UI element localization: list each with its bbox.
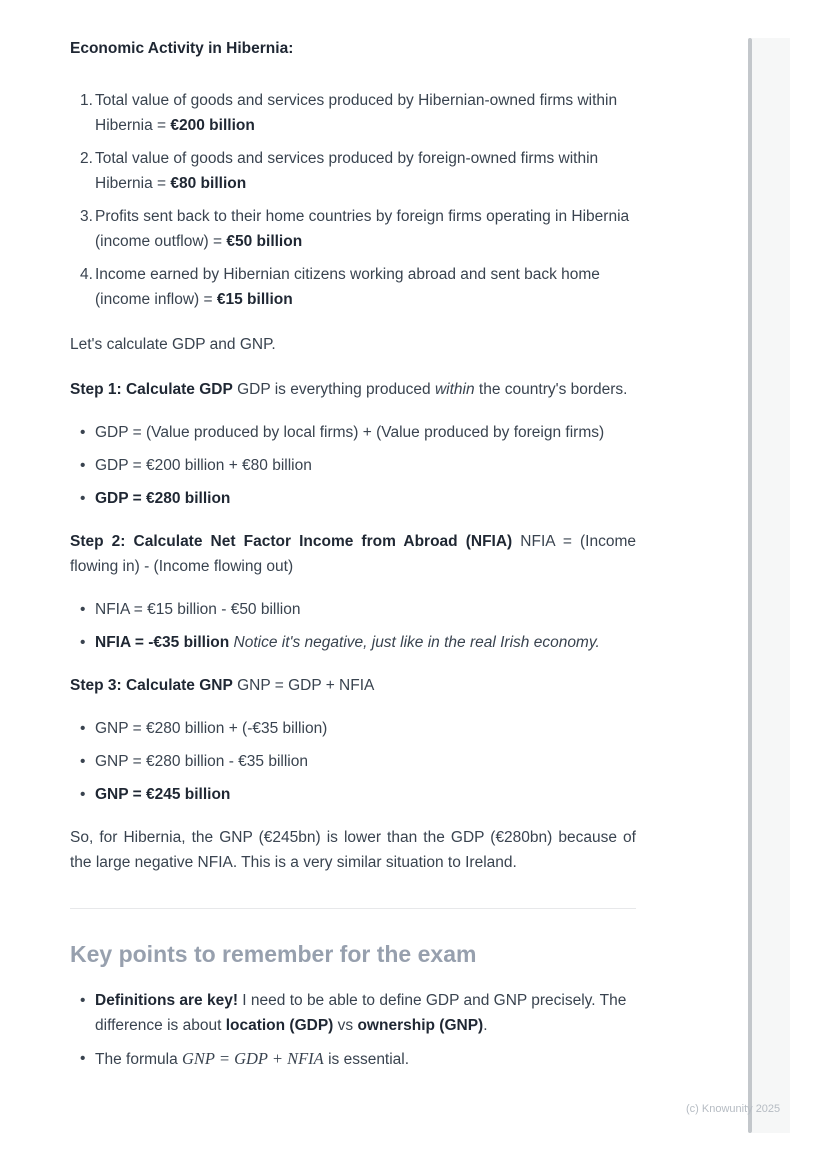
list-item-text: Income earned by Hibernian citizens working abroad and sent back home (income inflow) = €15 billion [95,266,600,308]
step2-bullet-list [70,597,636,655]
bullet-item-result: • NFIA = -€35 billion Notice it's negative, just like in the real Irish economy. [70,630,636,655]
key-points-heading: Key points to remember for the exam [70,941,477,967]
step1-label: Step 1: Calculate GDP [70,381,233,398]
scrollbar[interactable] [748,38,752,1133]
section-divider [70,908,636,909]
list-item-text: Total value of goods and services produced by Hibernian-owned firms within Hibernia = €200 billion [95,92,618,134]
list-item-number: 3. [80,208,93,225]
step3-bullet-list [70,716,636,807]
step1-paragraph: Step 1: Calculate GDP GDP is everything produced within the country's borders. [70,381,628,398]
list-item-text: Total value of goods and services produced by foreign-owned firms within Hibernia = €80 billion [95,150,599,192]
list-item-value: €200 billion [170,117,255,134]
list-item-value: €15 billion [216,291,293,308]
step1-bullet-list [70,420,636,511]
section-title: Economic Activity in Hibernia: [70,40,294,57]
math-formula: GNP = GDP + NFIA [182,1049,324,1068]
key-point-item: • Definitions are key! I need to be able to define GDP and GNP precisely. The difference is about location (GDP) vs ownership (GNP). [70,988,636,1038]
summary-paragraph: So, for Hibernia, the GNP (€245bn) is lower than the GDP (€280bn) because of the large negative NFIA. This is a very similar situation to Ireland. [70,829,636,871]
list-item-number: 2. [80,150,93,167]
key-points-list [70,988,636,1072]
result-note: Notice it's negative, just like in the real Irish economy. [229,634,600,651]
emphasized-word: within [434,381,475,398]
bullet-item: • GDP = €200 billion + €80 billion [70,453,636,478]
numbered-list [70,88,636,312]
step3-paragraph: Step 3: Calculate GNP GNP = GDP + NFIA [70,677,375,694]
paragraph-lets-calculate: Let's calculate GDP and GNP. [70,336,276,353]
page-edge-panel [752,38,790,1133]
list-item [70,146,636,196]
key-point-item: • The formula GNP = GDP + NFIA is essential. [70,1046,636,1072]
list-item-number: 4. [80,266,93,283]
step2-paragraph: Step 2: Calculate Net Factor Income from Abroad (NFIA) NFIA = (Income flowing in) - (Income flowing out) [70,533,636,575]
list-item-value: €50 billion [226,233,303,250]
step2-label: Step 2: Calculate Net Factor Income from Abroad (NFIA) [70,533,513,550]
document-page [70,36,636,1080]
list-item-number: 1. [80,92,93,109]
bullet-item-result: • GNP = €245 billion [70,782,636,807]
list-item [70,204,636,254]
bullet-item-result: • GDP = €280 billion [70,486,636,511]
bullet-item: • GNP = €280 billion - €35 billion [70,749,636,774]
bullet-item: • NFIA = €15 billion - €50 billion [70,597,636,622]
bullet-item: • GDP = (Value produced by local firms) + (Value produced by foreign firms) [70,420,636,445]
bullet-item: • GNP = €280 billion + (-€35 billion) [70,716,636,741]
list-item [70,88,636,138]
watermark: (c) Knowunity 2025 [686,1103,781,1115]
step3-label: Step 3: Calculate GNP [70,677,233,694]
list-item-text: Profits sent back to their home countries by foreign firms operating in Hibernia (income outflow) = €50 billion [95,208,630,250]
list-item [70,262,636,312]
list-item-value: €80 billion [170,175,247,192]
